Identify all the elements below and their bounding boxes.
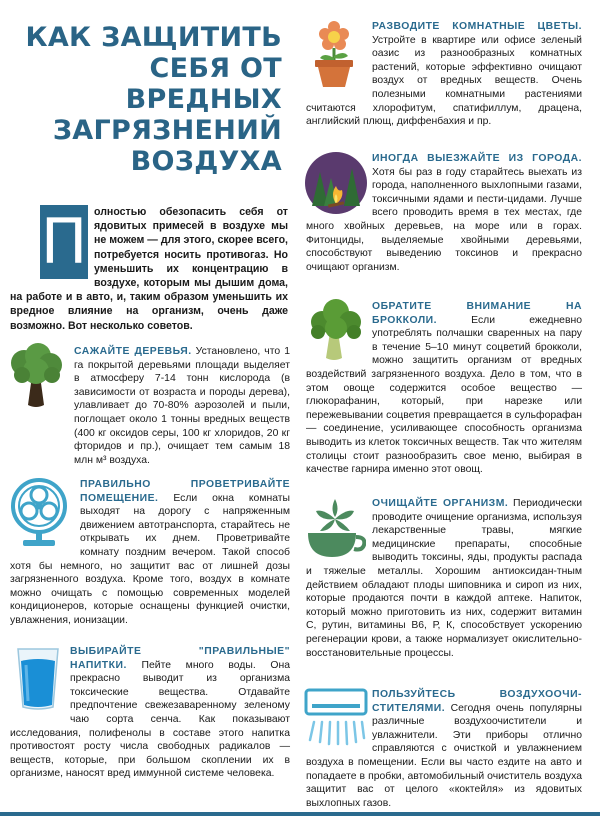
section-outoftown: [306, 152, 582, 274]
icon-spacer: [306, 300, 372, 366]
section-broccoli-heading: ОБРАТИТЕ ВНИМАНИЕ НА БРОККОЛИ.: [372, 301, 582, 326]
drop-cap: П: [40, 205, 88, 278]
section-ventilate-text: Если окна комнаты выходят на дорогу с напряженным движением автотранспорта, старайтесь не открывать их днем. Проветривайте комнату поздним вечером. Такой способ хотя бы немного, но защитит вас от лишней дозы загрязненного воздуха. Кроме того, воздух в комнате можно очищать с помощью современных моделей кондиционеров, которые оснащены функцией очистки, увлажнения, ионизации.: [10, 492, 290, 626]
section-trees: [74, 345, 290, 467]
intro-paragraph: [10, 205, 288, 333]
section-broccoli: [306, 300, 582, 477]
footer-bar: [0, 812, 600, 816]
section-drinks-heading: ВЫБИРАЙТЕ "ПРАВИЛЬНЫЕ" НАПИТКИ.: [70, 646, 290, 671]
icon-spacer: [306, 497, 372, 561]
section-ventilate: [10, 478, 290, 628]
page-title: КАК ЗАЩИТИТЬ СЕБЯ ОТ ВРЕДНЫХ ЗАГРЯЗНЕНИЙ ВОЗДУХА: [25, 22, 282, 177]
icon-spacer: [10, 478, 80, 546]
tree-icon: [8, 343, 64, 409]
section-outoftown-text: Хотя бы раз в году старайтесь выехать из города, наполненного выхлопными газами, токсичными ядами и пести-цидами. Лучше всего проводить время в тех местах, где много хвойных деревьев, на море или в горах. Фитонциды, выделяемые хвойными деревьями, способствуют выведению токсинов и прекрасно очищают организм.: [306, 166, 582, 273]
section-flowers-heading: РАЗВОДИТЕ КОМНАТНЫЕ ЦВЕТЫ.: [372, 21, 582, 32]
icon-spacer: [306, 688, 372, 750]
section-drinks: [10, 645, 290, 781]
section-cleanse-heading: ОЧИЩАЙТЕ ОРГАНИЗМ.: [372, 498, 509, 509]
section-flowers: [306, 20, 582, 129]
section-flowers-text: Устройте в квартире или офисе зеленый оазис из разнообразных комнатных растений, которые эффективно очищают воздух от вредных веществ. Очень полезными комнатными растениями считаются хлорофитум, спатифиллум, драцена, английский плющ, диффенбахия и пр.: [306, 34, 582, 128]
section-drinks-text: Пейте много воды. Она прекрасно выводит из организма токсические вещества. Отдавайте предпочтение свежезаваренному зеленому чаю сорта сенча. Как показывают исследования, полифенолы в составе этого напитка противостоят росту числа свободных радикалов — веществ, которые, при большом скоплении их в организме, наносят вред иммунной системе человека.: [10, 659, 290, 780]
section-cleanse-text: Периодически проводите очищение организма, используя лекарственные травы, мягкие медицинские препараты, способные выводить токсины, яды, продукты распада и тяжелые металлы. Хорошим антиоксидан-тным действием обладают плоды шиповника и сироп из них, которые продаются почти в каждой аптеке. Напиток, который можно приготовить из них, содержит витамин С, рутин, витамины В6, Р, К, способствует ускорению регенерации крови, а также нормализует окислительно-восстановительные процессы.: [306, 498, 583, 659]
section-ventilate-heading: ПРАВИЛЬНО ПРОВЕТРИВАЙТЕ ПОМЕЩЕНИЕ.: [80, 479, 290, 504]
icon-spacer: [10, 645, 70, 713]
icon-spacer: [306, 152, 372, 218]
section-purifiers-heading: ПОЛЬЗУЙТЕСЬ ВОЗДУХООЧИ-СТИТЕЛЯМИ.: [372, 689, 582, 714]
section-trees-text: Установлено, что 1 га покрытой деревьями площади выделяет в атмосферу 7-14 тонн кислорода (в зависимости от возраста и породы дерева), улавливает до 70-80% аэрозолей и пыли, поглощает около 1 тонны вредных веществ (400 кг оксидов серы, 100 кг хлоридов, 20 кг фторидов и пр.), очищает тем самым 18 млн м³ воздуха.: [74, 346, 290, 466]
section-trees-heading: САЖАЙТЕ ДЕРЕВЬЯ.: [74, 346, 192, 357]
section-purifiers: [306, 688, 582, 810]
section-cleanse: [306, 497, 582, 660]
icon-spacer: [306, 20, 372, 88]
intro-text: олностью обезопасить себя от ядовитых примесей в воздухе мы не можем — для этого, скорее всего, потребуется носить противогаз. Но уменьшить их концентрацию в воздухе, которым мы дышим дома, на работе и в авто, и, таким образом уменьшить их вредное влияние на организм, очень даже возможно. Вот несколько советов.: [10, 206, 288, 332]
section-outoftown-heading: ИНОГДА ВЫЕЗЖАЙТЕ ИЗ ГОРОДА.: [372, 153, 582, 164]
section-purifiers-text: Сегодня очень популярны различные воздухоочистители и увлажнители. Эти приборы отлично справляются с очисткой и увлажнением воздуха в помещении. Если вы часто ездите на авто и попадаете в пробки, автомобильный очиститель воздуха защитит вас от целого «коктейля» из ядовитых выхлопных газов.: [306, 702, 582, 809]
section-broccoli-text: Если ежедневно употреблять полчашки сваренных на пару в течение 5–10 минут соцветий брокколи, можно защитить организм от вредных воздействий загрязненного воздуха. Дело в том, что в этом овоще содержится особое вещество — глюкорафанин, который, при нарезке или пережевывании соцветия превращается в сульфорафан — соединение, усиливающее способность организма выводить из клеток токсичных веществ. Так что жителям столицы стоит разнообразить свое меню, выбирая в качестве гарнира именно этот овощ.: [306, 314, 582, 476]
